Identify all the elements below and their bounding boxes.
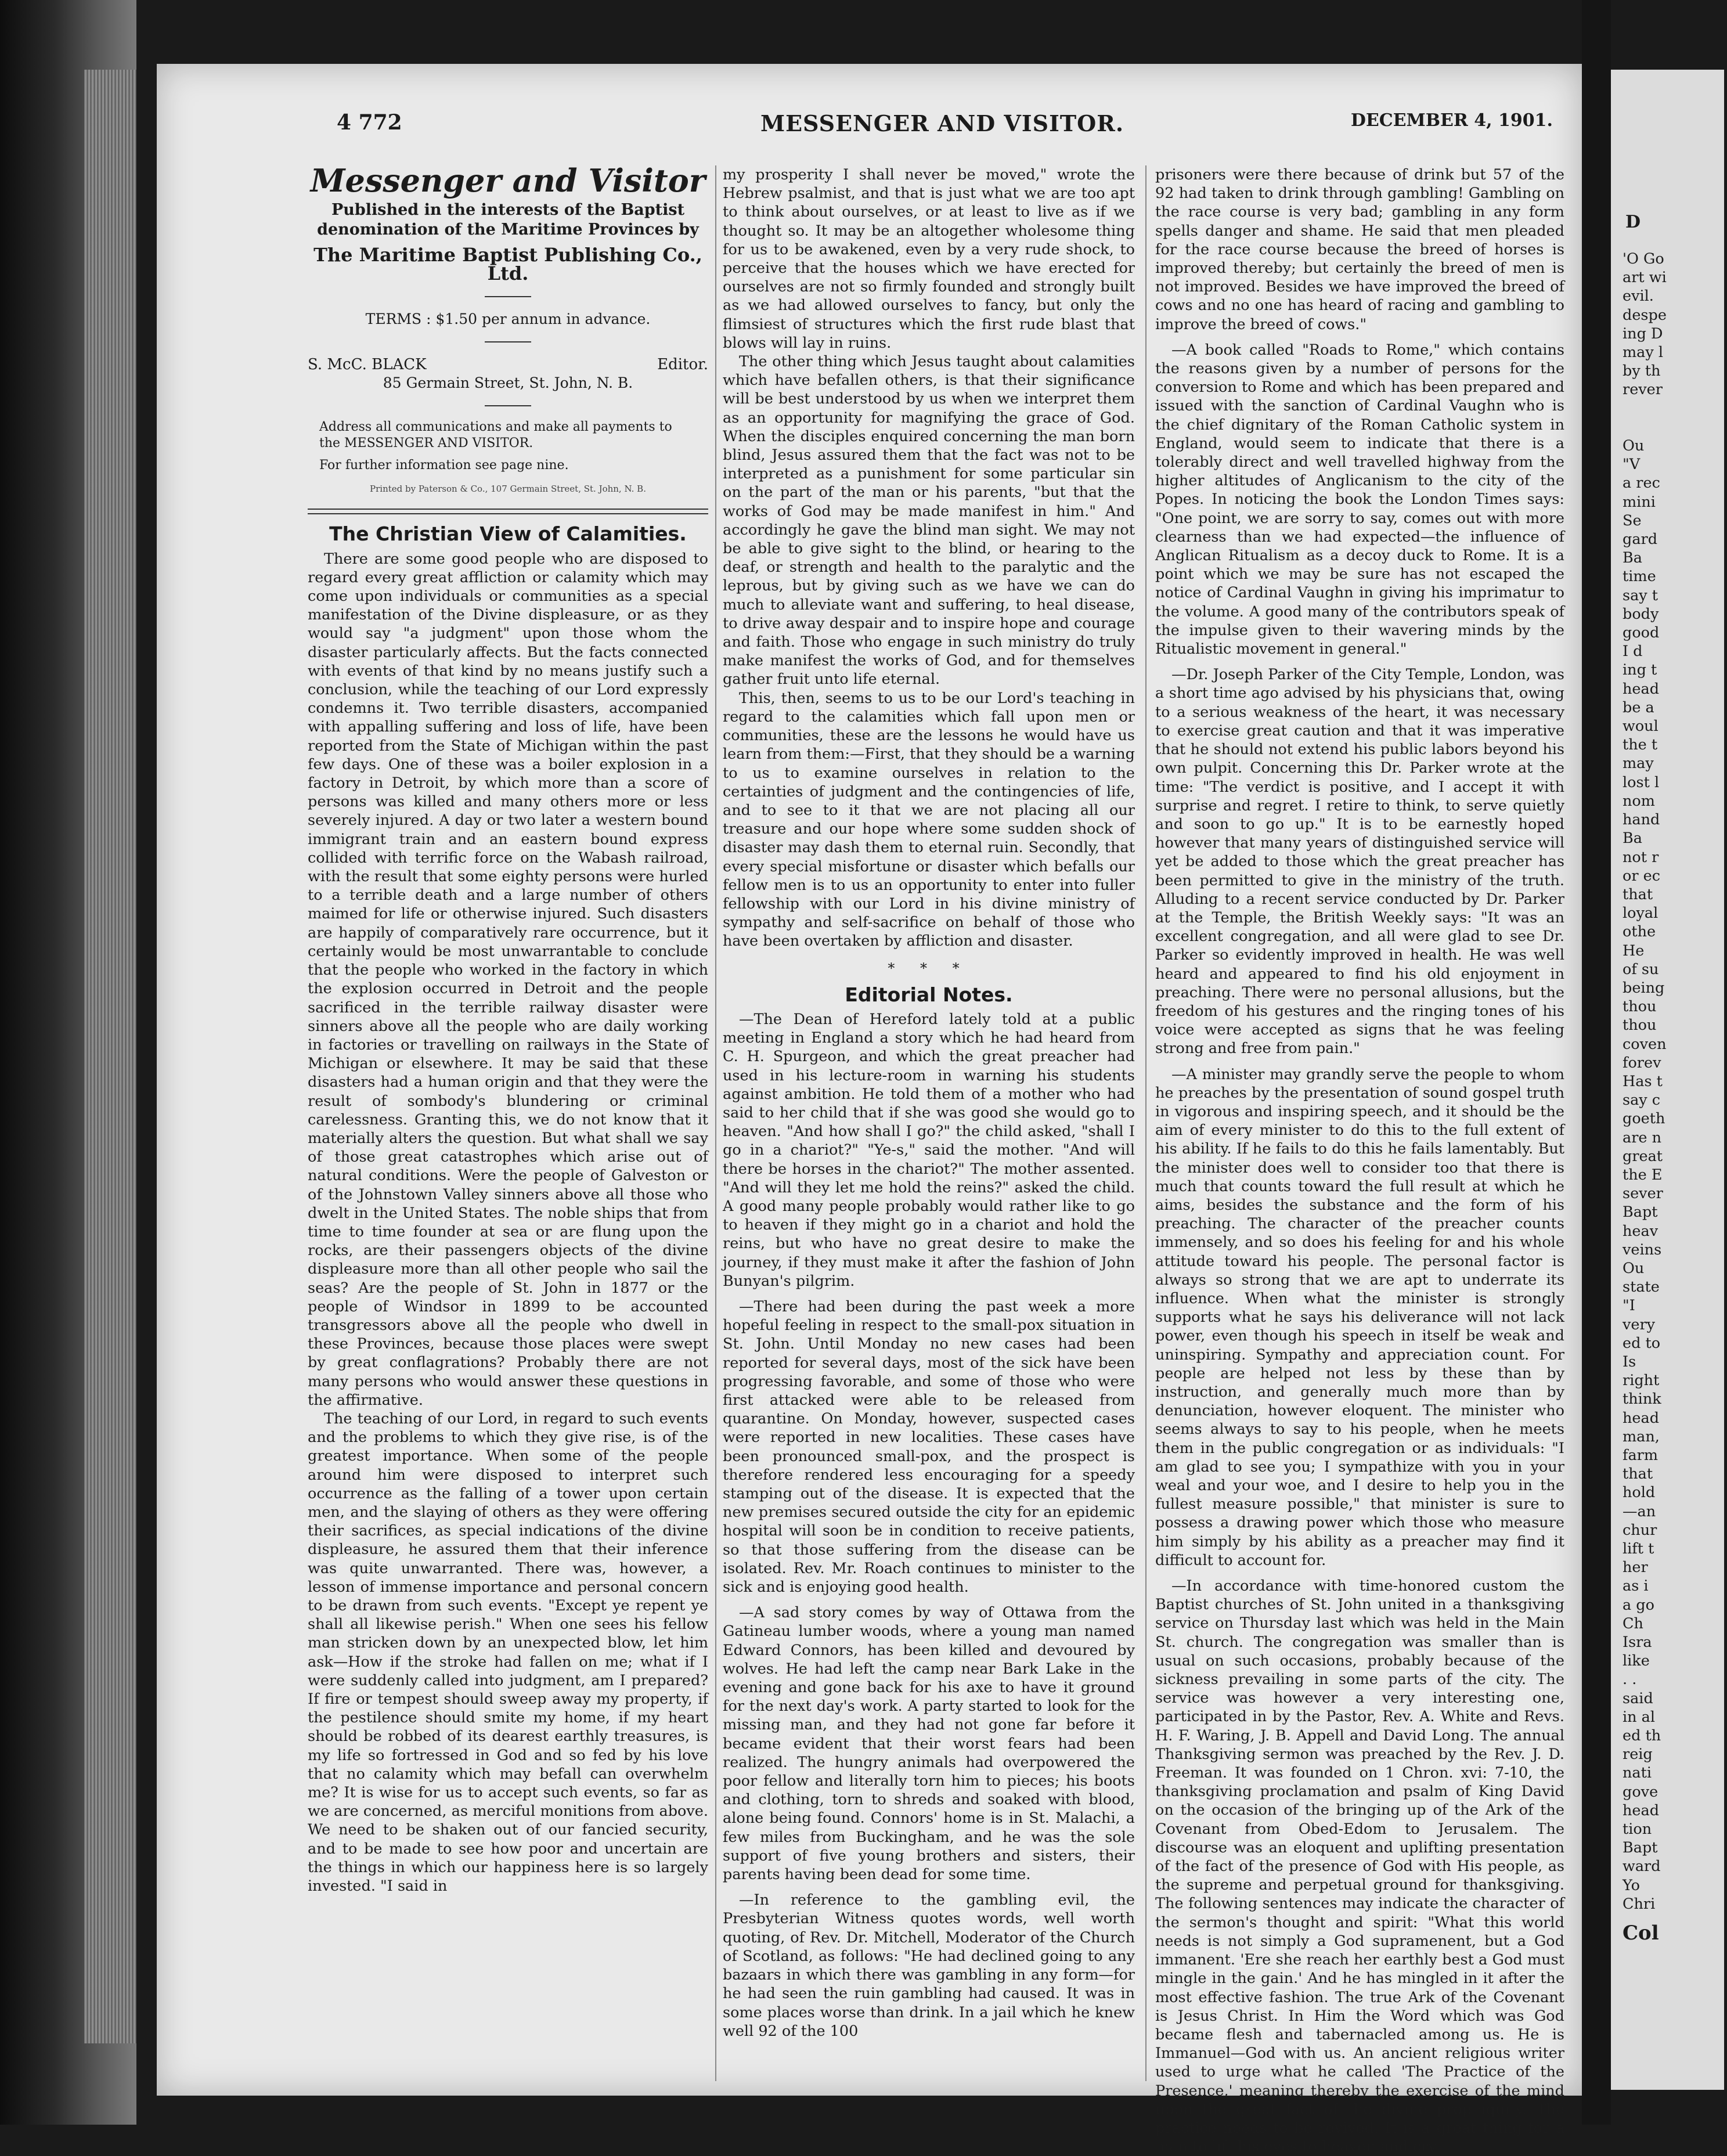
column-1 (308, 162, 708, 1895)
running-header (157, 110, 1582, 145)
short-rule (485, 341, 531, 342)
double-rule (308, 509, 708, 514)
editorial-paragraph: —In reference to the gambling evil, the Presbyterian Witness quotes words, well worth quoting, of Rev. Dr. Mitchell, Moderator of the Church of Scotland, as follows: "He had declined going to any bazaars in which there was gambling in any form—for he had seen the ruin gambling had caused. It was in some places worse than drink. In a jail which he knew well 92 of the 100 (723, 1891, 1135, 2040)
adjacent-page-header: D (1625, 212, 1641, 232)
adjacent-page-heading: Col (1623, 1921, 1659, 1945)
column-divider (1145, 165, 1146, 2081)
masthead (308, 162, 708, 498)
column-divider (715, 165, 716, 2081)
masthead-address: 85 Germain Street, St. John, N. B. (383, 374, 633, 392)
editor-role: Editor. (657, 355, 708, 373)
section-ornament: * * * (888, 960, 970, 976)
editorial-paragraph: —A book called "Roads to Rome," which contains the reasons given by a number of persons for the conversion to Rome and which has been prepared and issued with the sanction of Cardinal Vaughn who is the chief dignitary of the Roman Catholic system in England, would seem to indicate that there is a tolerably direct and well travelled highway from the higher altitudes of Anglicanism to the city of the Popes. In noticing the book the London Times says: "One point, we are sorry to say, comes out with more clearness than we had expected—the influence of Anglican Ritualism as a decoy duck to Rome. It is a point which we may be sure has not escaped the notice of Cardinal Vaughn in giving his imprimatur to the volume. A good many of the contributors speak of the impulse given to their wavering minds by the Ritualistic movement in general." (1155, 341, 1564, 658)
page-gutter (1582, 0, 1611, 2125)
newspaper-page (157, 64, 1582, 2156)
column-2 (723, 165, 1135, 2040)
article-paragraph: The other thing which Jesus taught about calamities which have befallen others, is that their significance will be best understood by us when we interpret them as an opportunity for magnifying the grace of God. When the disciples enquired concerning the man born blind, Jesus assured them that the fact was not to be interpreted as a punishment for some particular sin on the part of the man or his parents, "but that the works of God may be made manifest in him." And accordingly he gave the blind man sight. We may not be able to give sight to the blind, or hearing to the deaf, or strength and health to the paralytic and the leprous, but by giving such as we have we can do much to alleviate want and suffering, to heal disease, to drive away despair and to inspire hope and courage and faith. Those who engage in such ministry do truly make manifest the works of God, and for themselves gather fruit unto life eternal. (723, 353, 1135, 688)
editor-name: S. McC. BLACK (308, 355, 427, 373)
editorial-paragraph: —Dr. Joseph Parker of the City Temple, London, was a short time ago advised by his physicians that, owing to a serious weakness of the heart, it was necessary to exercise great caution and that it was imperative that he should not extend his public labors beyond his own pulpit. Concerning this Dr. Parker wrote at the time: "The verdict is positive, and I accept it with surprise and regret. I retire to think, to serve quietly and soon to go up." It is to be earnestly hoped however that many years of distinguished service will yet be added to those which the great preacher has been permitted to give in the ministry of the truth. Alluding to a recent service conducted by Dr. Parker at the Temple, the British Weekly says: "It was an excellent congregation, and all were glad to see Dr. Parker so evidently improved in health. He was well heard and appeared to find his old enjoyment in preaching. There were no personal allusions, but the freedom of his gestures and the ringing tones of his voice were accepted as signs that he was feeling strong and free from pain." (1155, 666, 1564, 1058)
page-number: 4 772 (337, 110, 402, 135)
book-binding (0, 0, 136, 2125)
editorial-paragraph: —A minister may grandly serve the people to whom he preaches by the presentation of sound gospel truth in vigorous and inspiring speech, and it should be the aim of every minister to do this to the full extent of his ability. If he fails to do this he fails lamentably. But the minister does well to consider too that there is much that counts toward the full result at which he aims, besides the substance and the form of his preaching. The character of the preacher counts immensely, and so does his feeling for and his whole attitude toward his people. The personal factor is always so strong that we are apt to underrate its influence. When what the minister is strongly supports what he says his deliverance will not lack power, even though his speech in itself be weak and uninspiring. Sympathy and appreciation count. For people are helped not less by these than by instruction, and generally much more than by denunciation, however eloquent. The minister who seems always to say to his people, when he meets them in the public congregation or as individuals: "I am glad to see you; I sympathize with you in your weal and your woe, and I desire to help you in the fullest measure possible," that minister is sure to possess a drawing power which those who measure him simply by his ability as a preacher may find it difficult to account for. (1155, 1065, 1564, 1569)
editorial-paragraph: —There had been during the past week a more hopeful feeling in respect to the small-pox situation in St. John. Until Monday no new cases had been reported for several days, most of the sick have been progressing favorable, and some of those who were first attacked were able to be released from quarantine. On Monday, however, suspected cases were reported in new localities. These cases have been pronounced small-pox, and the prospect is therefore rendered less encouraging for a speedy stamping out of the disease. It is expected that the new premises secured outside the city for an epidemic hospital will soon be in condition to receive patients, so that those suffering from the disease can be isolated. Rev. Mr. Roach continues to minister to the sick and is enjoying good health. (723, 1297, 1135, 1596)
masthead-info: For further information see page nine. (319, 458, 569, 473)
page-edges (84, 70, 136, 2043)
article-paragraph: There are some good people who are disposed to regard every great affliction or calamity which may come upon individuals or communities as a special manifestation of the Divine displeasure, or as they would say "a judgment" upon those whom the disaster particularly affects. But the facts connected with events of that kind by no means justify such a conclusion, while the teaching of our Lord expressly condemns it. Two terrible disasters, accompanied with appalling suffering and loss of life, have been reported from the State of Michigan within the past few days. One of these was a boiler explosion in a factory in Detroit, by which more than a score of persons was killed and many others more or less severely injured. A day or two later a western bound immigrant train and an eastern bound express collided with terrific force on the Wabash railroad, with the result that some eighty persons were hurled to a terrible death and a large number of others maimed for life or otherwise injured. Such disasters are happily of comparatively rare occurrence, but it certainly would be most unwarrantable to conclude that the people who worked in the factory in which the explosion occurred in Detroit and the people sacrificed in the terrible railway disaster were sinners above all the people who are daily working in factories or travelling on railways in the State of Michigan or elsewhere. It may be said that these disasters had a human origin and that they were the result of sombody's blundering or criminal carelessness. Granting this, we do not know that it materially alters the question. But what shall we say of those great catastrophes which arise out of natural conditions. Were the people of Galveston or of the Johnstown Valley sinners above all those who dwelt in the United States. The noble ships that from time to time founder at sea or are flung upon the rocks, are their passengers objects of the divine displeasure more than all other people who sail the seas? Are the people of St. John in 1877 or the people of Windsor in 1899 to be accounted transgressors above all the people who dwell in these Provinces, because those places were swept by great conflagrations? Probably there are not many persons who would answer these questions in the affirmative. (308, 550, 708, 1409)
article-paragraph: The teaching of our Lord, in regard to such events and the problems to which they give rise, is of the greatest importance. When some of the people around him were disposed to interpret such occurrence as the falling of a tower upon certain men, and the slaying of others as they were offering their sacrifices, as special indications of the divine displeasure, he assured them that their inference was quite unwarranted. There was, however, a lesson of immense importance and personal concern to be drawn from such events. "Except ye repent ye shall all likewise perish." When one sees his fellow man stricken down by an unexpected blow, let him ask—How if the stroke had fallen on me; what if I were suddenly called into judgment, am I prepared? If fire or tempest should sweep away my property, if the pestilence should smite my home, if my heart should be robbed of its dearest earthly treasures, is my life so fortressed in God and so fed by his love that no calamity which may befall can overwhelm me? It is wise for us to accept such events, so far as we are concerned, as merciful monitions from above. We need to be shaken out of our fancied security, and to be made to see how poor and uncertain are the things in which our happiness here is so largely invested. "I said in (308, 1409, 708, 1895)
editorial-paragraph: —In accordance with time-honored custom the Baptist churches of St. John united in a thanksgiving service on Thursday last which was held in the Main St. church. The congregation was smaller than is usual on such occasions, probably because of the sickness prevailing in some parts of the city. The service was however a very interesting one, participated in by the Pastor, Rev. A. White and Revs. H. F. Waring, J. B. Appell and David Long. The annual Thanksgiving sermon was preached by the Rev. J. D. Freeman. It was founded on 1 Chron. xvi: 7-10, the thanksgiving proclamation and psalm of King David on the occasion of the bringing up of the Ark of the Covenant from Obed-Edom to Jerusalem. The discourse was an eloquent and uplifting presentation of the fact of the presence of God with His people, as the supreme and perpetual ground for thanksgiving. The following sentences may indicate the character of the sermon's thought and spirit: "What this world needs is not simply a God supramenent, but a God immanent. 'Ere she reach her earthly best a God must mingle in the gain.' And he has mingled in it after the most effective fashion. The true Ark of the Covenant is Jesus Christ. In Him the Word which was God became flesh and tabernacled among us. He is Immanuel—God with us. An ancient religious writer used to urge what he called 'The Practice of the Presence,' meaning thereby the exercise of the mind upon the great fact of the divine propinquity. The practice needs to be revived. It is a great thing for a man to lift his eyes to heaven and cry (1155, 1577, 1564, 2156)
masthead-company: The Maritime Baptist Publishing Co., Ltd. (313, 244, 702, 285)
short-rule (485, 405, 531, 406)
masthead-printer: Printed by Paterson & Co., 107 Germain Street, St. John, N. B. (370, 484, 646, 495)
issue-date: DECEMBER 4, 1901. (1350, 110, 1553, 131)
editorial-title: Editorial Notes. (845, 983, 1013, 1006)
masthead-title: Messenger and Visitor (310, 162, 706, 199)
adjacent-page-text: 'O Go art wi evil. despe ing D may l by th rever Ou "V a rec mini Se gard Ba time say t body good I d ing t head be a woul the t may lost l nom hand Ba not r or ec that loyal othe He of su being thou thou coven forev Has t say c goeth are n great the E sever Bapt heav veins Ou state "I very ed to Is right think head man, farm that hold —an chur lift t her as i a go Ch Isra like . . said in al ed th reig nati gove head tion Bapt ward Yo Chri (1623, 250, 1667, 1913)
column-3 (1155, 165, 1564, 2156)
masthead-note: Address all communications and make all payments to the MESSENGER AND VISITOR. (319, 420, 672, 451)
masthead-editor-line (308, 355, 708, 374)
adjacent-page-fragment (1611, 70, 1724, 2090)
short-rule (485, 296, 531, 297)
editorial-paragraph: —A sad story comes by way of Ottawa from the Gatineau lumber woods, where a young man named Edward Connors, has been killed and devoured by wolves. He had left the camp near Bark Lake in the evening and gone back for his axe to have it ground for the next day's work. A party started to look for the missing man, and they had not gone far before it became evident that their worst fears had been realized. The hungry animals had overpowered the poor fellow and literally torn him to pieces; his boots and clothing, torn to shreds and soaked with blood, alone being found. Connors' home is in St. Malachi, a few miles from Buckingham, and he was the sole support of five young brothers and sisters, their parents having been dead for some time. (723, 1604, 1135, 1884)
masthead-terms: TERMS : $1.50 per annum in advance. (365, 310, 651, 327)
editorial-paragraph: prisoners were there because of drink but 57 of the 92 had taken to drink through gambling! Gambling on the race course is very bad; gambling in any form spells danger and shame. He said that men pleaded for the race course because the breed of horses is improved thereby; but certainly the breed of men is not improved. Besides we have improved the breed of cows and no one has heard of racing and gambling to improve the breed of cows." (1155, 166, 1564, 333)
article-title: The Christian View of Calamities. (329, 522, 687, 546)
article-paragraph: my prosperity I shall never be moved," wrote the Hebrew psalmist, and that is just what we are too apt to think about ourselves, or at least to live as if we thought so. It may be an altogether wholesome thing for us to be awakened, even by a very rude shock, to perceive that the houses which we have erected for ourselves are not so firmly founded and strongly built as we had allowed ourselves to fancy, but only the flimsiest of structures which the first rude blast that blows will lay in ruins. (723, 166, 1135, 352)
editorial-paragraph: —The Dean of Hereford lately told at a public meeting in England a story which he had heard from C. H. Spurgeon, and which the great preacher had used in his lecture-room in warning his students against ambition. He told them of a mother who had said to her child that if she was good she would go to heaven. "And how shall I go?" the child asked, "shall I go in a chariot?" "Ye-s," said the mother. "And will there be horses in the chariot?" The mother assented. "And will they let me hold the reins?" asked the child. A good many people probably would rather like to go to heaven if they might go in a chariot and hold the reins, but who have no great desire to make the journey, if they must make it after the fashion of John Bunyan's pilgrim. (723, 1010, 1135, 1290)
masthead-published: Published in the interests of the Baptist denomination of the Maritime Provinces by (317, 201, 699, 239)
paper-title: MESSENGER AND VISITOR. (760, 110, 1124, 136)
article-paragraph: This, then, seems to us to be our Lord's teaching in regard to the calamities which fall upon men or communities, these are the lessons he would have us learn from them:—First, that they should be a warning to us to examine ourselves in relation to the certainties of judgment and the contingencies of life, and to see to it that we are not placing all our treasure and our hope where some sudden shock of disaster may dash them to eternal ruin. Secondly, that every special misfortune or disaster which befalls our fellow men is to us an opportunity to enter into fuller fellowship with our Lord in his divine ministry of sympathy and self-sacrifice on behalf of those who have been overtaken by affliction and disaster. (723, 689, 1135, 950)
